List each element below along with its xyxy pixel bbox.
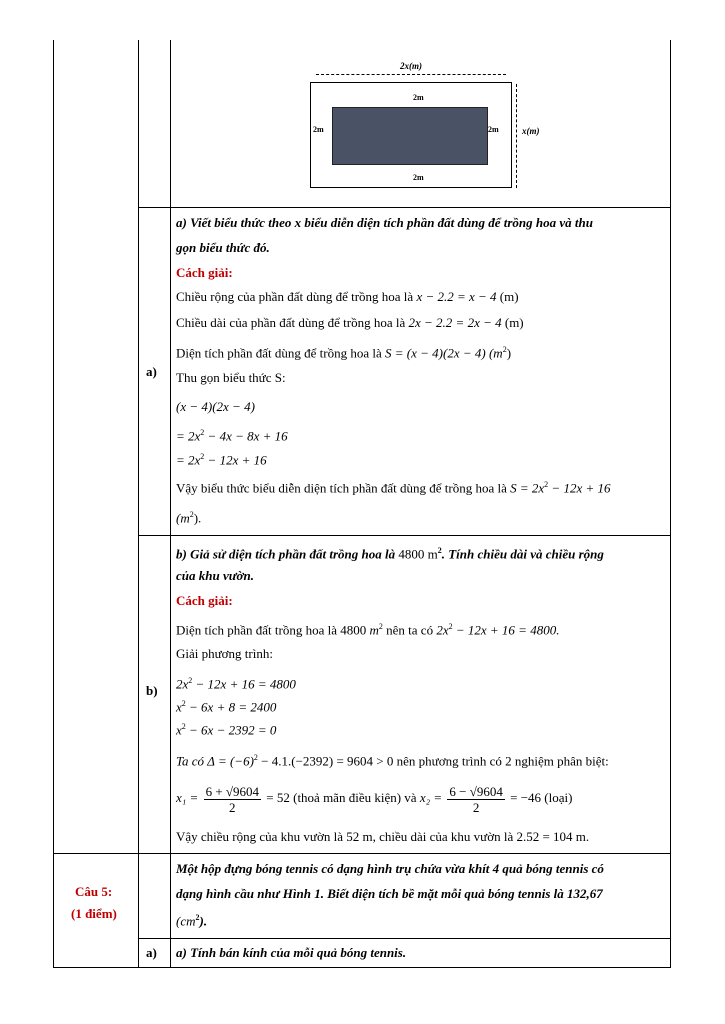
part-b-equation-1: $2x^2 - 12x + 16 = 4800$ bbox=[176, 676, 296, 692]
gap-left-label: 2m bbox=[313, 125, 324, 134]
part-b-row-label: b) bbox=[146, 683, 158, 698]
part-a-expr-step1: (x − 4)(2x − 4) bbox=[176, 399, 255, 414]
x1-fraction: $\frac{6 + √9604}{2}$ bbox=[205, 783, 260, 815]
cau5-a-question: a) Tính bán kính của mỗi quả bóng tennis. bbox=[176, 945, 407, 960]
part-a-row-label: a) bbox=[146, 364, 157, 379]
part-a-width-line: Chiều rộng của phần đất dùng để trồng hoa là x − 2.2 = x − 4 (m) bbox=[176, 289, 519, 304]
right-dimension-label: x(m) bbox=[522, 126, 540, 136]
cau5-points: (1 điểm) bbox=[71, 906, 117, 921]
part-a-method-heading: Cách giải: bbox=[176, 265, 233, 280]
cau5-title: Câu 5: bbox=[75, 884, 113, 899]
part-b-question: b) Giả sử diện tích phần đất trồng hoa là 4800 $m^2$. Tính chiều dài và chiều rộng bbox=[176, 546, 604, 562]
part-a-conclusion: Vậy biểu thức biểu diễn diện tích phần đất dùng để trồng hoa là $S = 2x^2 - 12x + 16$ bbox=[176, 480, 611, 496]
part-a-question-cont: gọn biểu thức đó. bbox=[176, 240, 270, 255]
part-a-expr-step2: = $2x^2 - 4x - 8x + 16$ bbox=[176, 428, 288, 444]
x2-fraction: $\frac{6 - √9604}{2}$ bbox=[449, 783, 503, 815]
part-b-question-cont: của khu vườn. bbox=[176, 568, 254, 583]
part-a-simplify-label: Thu gọn biểu thức S: bbox=[176, 370, 286, 385]
part-b-equation-2: $x^2 - 6x + 8 = 2400$ bbox=[176, 699, 277, 715]
part-a-area-line: Diện tích phần đất dùng để trồng hoa là S = (x − 4)(2x − 4) $(m^2)$ bbox=[176, 345, 512, 361]
gap-right-label: 2m bbox=[488, 125, 499, 134]
cau5-a-row-label: a) bbox=[146, 945, 157, 960]
gap-bottom-label: 2m bbox=[413, 173, 424, 182]
part-b-roots-line: x₁ = $\frac{6 + √9604}{2}$ = 52 (thoả mãn điều kiện) và x₂ = $\frac{6 - √9604}{2}$ = −46 (loại) bbox=[176, 783, 573, 815]
top-dimension-label: 2x(m) bbox=[400, 61, 422, 71]
part-b-method-heading: Cách giải: bbox=[176, 593, 233, 608]
part-b-setup-line: Diện tích phần đất trồng hoa là 4800 $m^2$ nên ta có $2x^2 - 12x + 16 = 4800$. bbox=[176, 622, 560, 638]
part-a-length-line: Chiều dài của phần đất dùng để trồng hoa là 2x − 2.2 = 2x − 4 (m) bbox=[176, 315, 524, 330]
cau5-stem-line3: $(cm^2)$. bbox=[176, 913, 208, 929]
flower-bed-rect bbox=[332, 107, 488, 165]
part-a-question: a) Viết biểu thức theo x biểu diễn diện tích phần đất dùng để trồng hoa và thu bbox=[176, 215, 593, 230]
cau5-stem-line2: dạng hình cầu như Hình 1. Biết diện tích bề mặt mỗi quả bóng tennis là 132,67 bbox=[176, 886, 603, 901]
part-a-expr-step3: = $2x^2 - 12x + 16$ bbox=[176, 452, 267, 468]
cau5-stem-line1: Một hộp đựng bóng tennis có dạng hình trụ chứa vừa khít 4 quả bóng tennis có bbox=[176, 861, 604, 876]
gap-top-label: 2m bbox=[413, 93, 424, 102]
part-b-equation-3: $x^2 - 6x - 2392 = 0$ bbox=[176, 722, 277, 738]
part-b-conclusion: Vậy chiều rộng của khu vườn là 52 m, chiều dài của khu vườn là 2.52 = 104 m. bbox=[176, 829, 590, 844]
part-a-conclusion-unit: $(m^2)$. bbox=[176, 510, 202, 526]
part-b-discriminant-line: Ta có $\Delta = (-6)^2 - 4.1.(-2392) = 9604 > 0$ nên phương trình có 2 nghiệm phân biệt: bbox=[176, 753, 609, 769]
part-b-solve-label: Giải phương trình: bbox=[176, 646, 273, 661]
